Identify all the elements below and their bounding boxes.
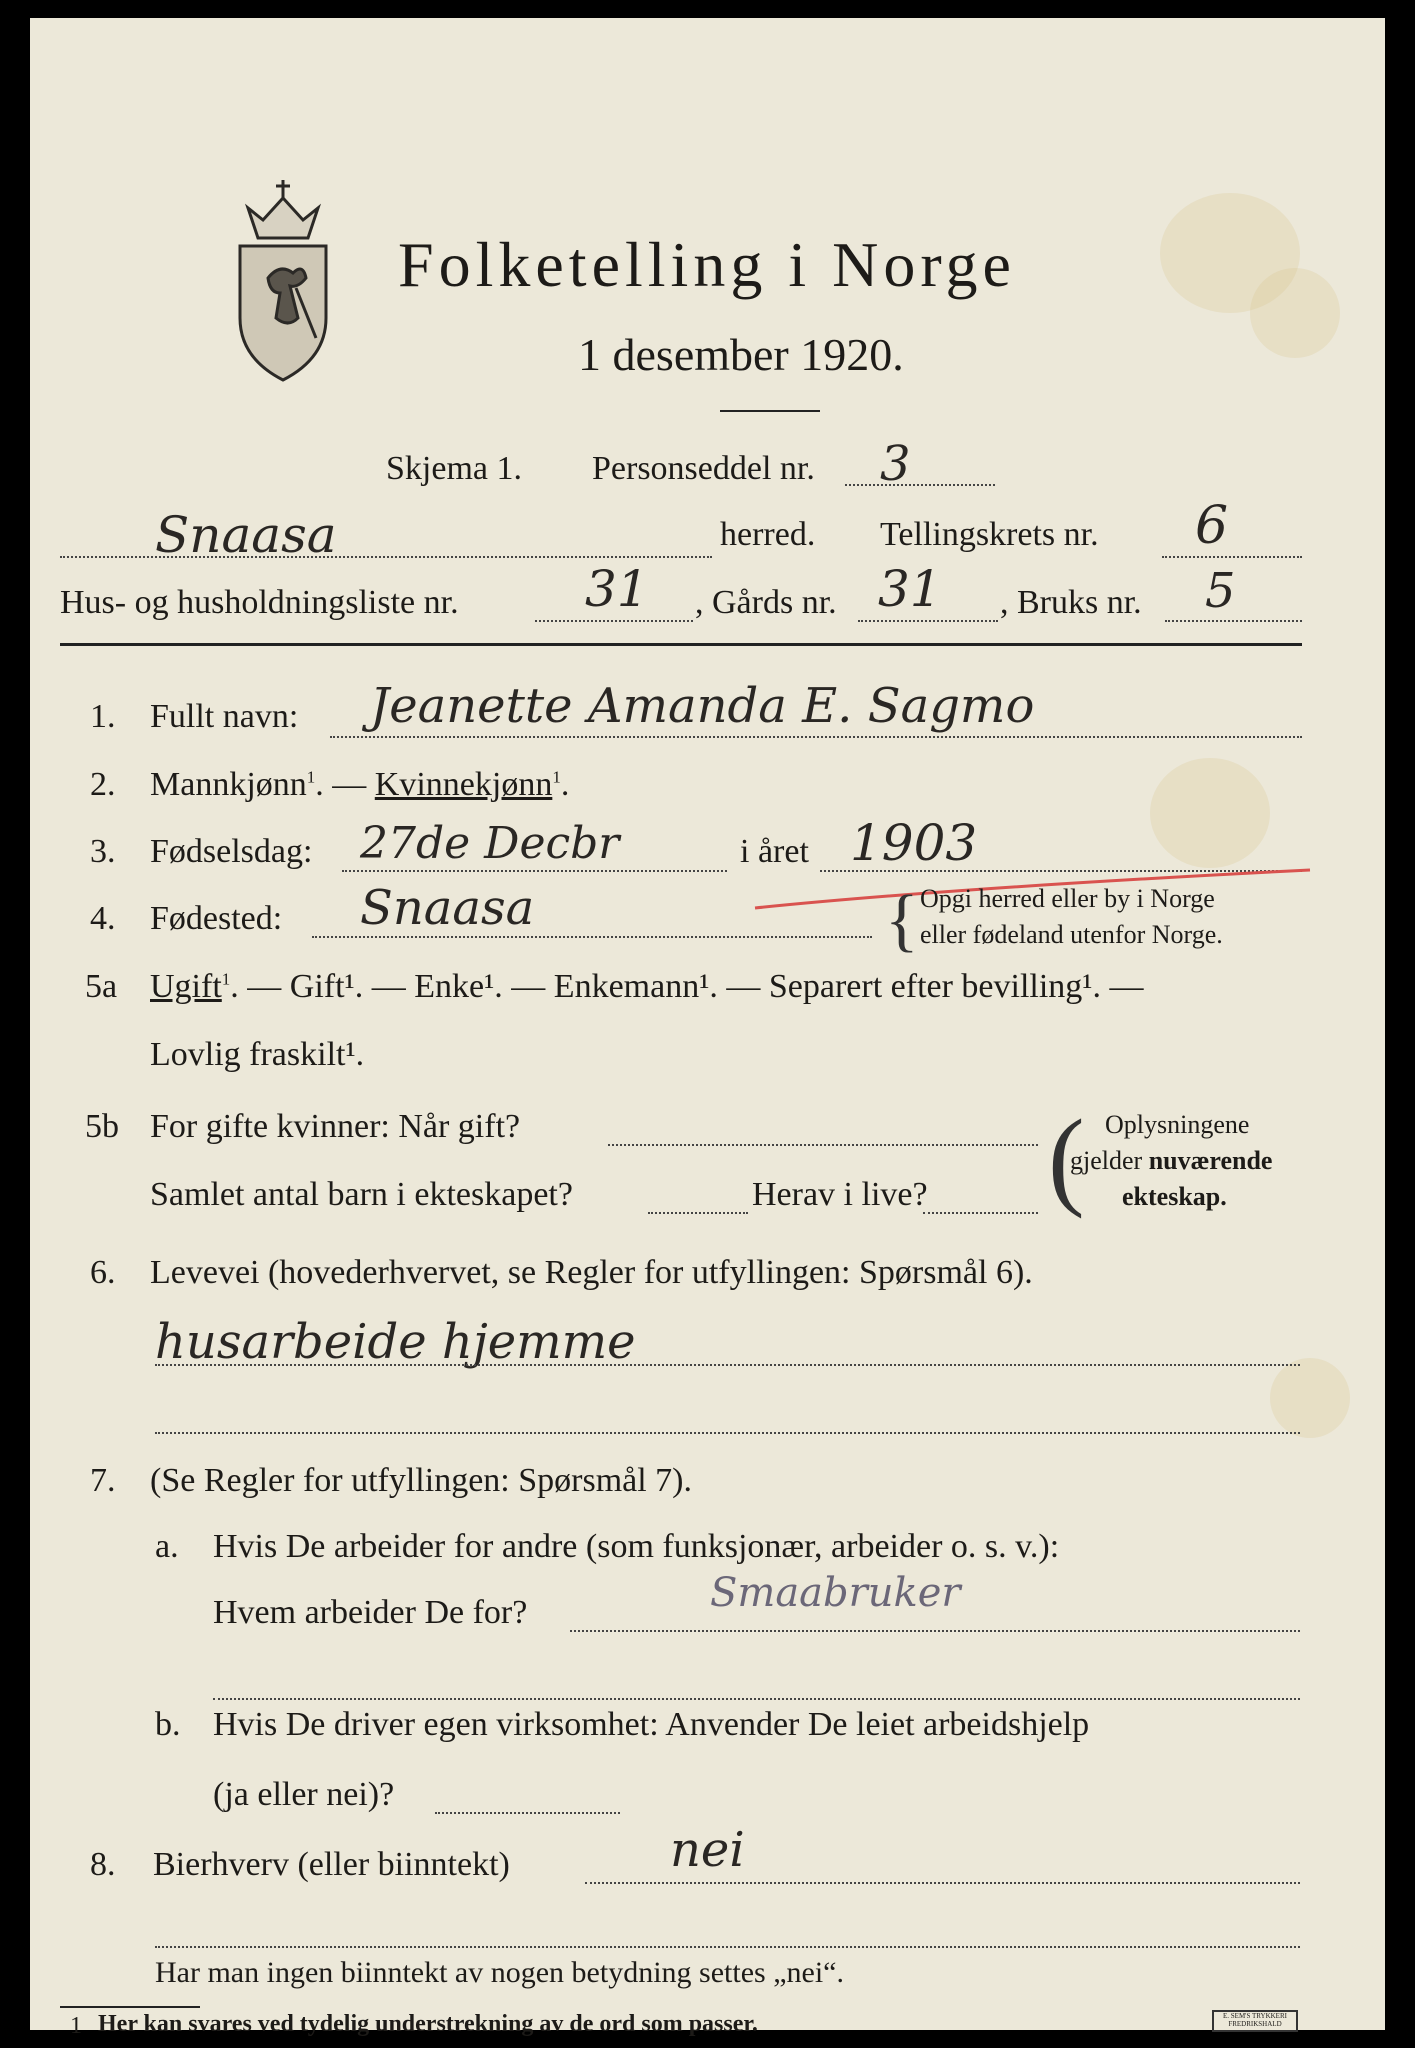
bruks-value: 5	[1205, 563, 1236, 619]
q4-note-line2: eller fødeland utenfor Norge.	[920, 920, 1223, 949]
q2-line: Mannkjønn$^1$. — Kvinnekjønn$^1$.	[150, 766, 570, 803]
q8-number: 8.	[90, 1846, 116, 1883]
q2-separator: . —	[315, 766, 375, 803]
footnote-rule	[60, 2006, 200, 2008]
herred-line	[60, 556, 712, 558]
q7b-answer-line	[435, 1812, 620, 1814]
footnote-number: 1	[70, 2013, 82, 2039]
marital-options: . — Gift¹. — Enke¹. — Enkemann¹. — Separert efter bevilling¹. —	[230, 968, 1144, 1005]
occupation-value: husarbeide hjemme	[155, 1314, 636, 1370]
kvinnekjonn-option: Kvinnekjønn	[374, 766, 553, 803]
q1-label: Fullt navn:	[150, 698, 299, 735]
q7-label: (Se Regler for utfyllingen: Spørsmål 7).	[150, 1462, 693, 1499]
q3-number: 3.	[90, 833, 116, 870]
q7a-line2: Hvem arbeider De for?	[213, 1594, 528, 1631]
q5b-note-line3: ekteskap.	[1122, 1182, 1227, 1211]
q5b-note-line1: Oplysningene	[1105, 1110, 1250, 1139]
q8-line	[585, 1882, 1300, 1884]
norwegian-lion-crest-icon	[228, 168, 338, 383]
q3-line	[342, 870, 727, 872]
side-income-value: nei	[670, 1822, 745, 1878]
q2-number: 2.	[90, 766, 116, 803]
gards-label: , Gårds nr.	[695, 584, 837, 621]
birthplace-value: Snaasa	[360, 880, 535, 936]
tellingskrets-line	[1162, 556, 1302, 558]
herred-label: herred.	[720, 516, 816, 553]
q5b-line2a: Samlet antal barn i ekteskapet?	[150, 1176, 573, 1213]
printer-stamp: E. SEM'S TRYKKERI FREDRIKSHALD	[1212, 2010, 1298, 2032]
q8-extra-line	[155, 1946, 1300, 1948]
naar-gift-line	[608, 1144, 1038, 1146]
year-label: i året	[740, 833, 809, 870]
paper-stain	[1150, 758, 1270, 868]
q5b-number: 5b	[85, 1108, 119, 1145]
lovlig-fraskilt-option: Lovlig fraskilt¹.	[150, 1036, 365, 1073]
q6-line2	[155, 1432, 1300, 1434]
employer-value: Smaabruker	[710, 1570, 961, 1616]
section-rule	[60, 643, 1302, 646]
bruks-line	[1165, 620, 1302, 622]
gards-value: 31	[878, 560, 942, 618]
footer-note: Har man ingen biinntekt av nogen betydning settes „nei“.	[155, 1956, 844, 1989]
hus-label: Hus- og husholdningsliste nr.	[60, 584, 459, 621]
personseddel-value: 3	[880, 436, 911, 492]
paper-stain	[1250, 268, 1340, 358]
form-title: Folketelling i Norge	[398, 229, 1016, 300]
q5a-number: 5a	[85, 968, 118, 1005]
full-name-value: Jeanette Amanda E. Sagmo	[370, 678, 1035, 734]
q7b-line1: Hvis De driver egen virksomhet: Anvender De leiet arbeidshjelp	[213, 1706, 1090, 1743]
q5a-options: Ugift$^1$. — Gift¹. — Enke¹. — Enkemann¹. — Separert efter bevilling¹. —	[150, 968, 1144, 1005]
hus-value: 31	[585, 560, 649, 618]
q6-line1	[155, 1364, 1300, 1366]
birthday-value: 27de Decbr	[360, 818, 620, 869]
q5b-line1: For gifte kvinner: Når gift?	[150, 1108, 521, 1145]
tellingskrets-value: 6	[1195, 496, 1229, 556]
q7a-line1: Hvis De arbeider for andre (som funksjonær, arbeider o. s. v.):	[213, 1528, 1060, 1565]
q5b-brace: (	[1048, 1097, 1085, 1219]
q8-label: Bierhverv (eller biinntekt)	[153, 1846, 510, 1883]
q3-label: Fødselsdag:	[150, 833, 313, 870]
herav-line	[923, 1212, 1038, 1214]
q2-end: .	[560, 766, 570, 803]
paper-stain	[1270, 1358, 1350, 1438]
personseddel-label: Personseddel nr.	[592, 450, 815, 487]
ugift-option: Ugift	[150, 968, 222, 1005]
q7b-letter: b.	[155, 1706, 181, 1743]
personseddel-line	[845, 484, 995, 486]
census-date: 1 desember 1920.	[578, 329, 904, 380]
tellingskrets-label: Tellingskrets nr.	[880, 516, 1099, 553]
q4-label: Fødested:	[150, 900, 283, 937]
herred-value: Snaasa	[155, 506, 337, 564]
q5b-line2b: Herav i live?	[752, 1176, 928, 1213]
q5b-note-line2: gjelder nuværende	[1070, 1146, 1273, 1175]
birth-year-value: 1903	[850, 814, 978, 872]
hus-line	[535, 620, 693, 622]
gards-line	[858, 620, 998, 622]
employer-line	[570, 1630, 1300, 1632]
schema-label: Skjema 1.	[386, 450, 522, 487]
q7b-line2: (ja eller nei)?	[213, 1776, 395, 1813]
q7a-letter: a.	[155, 1528, 179, 1565]
bruks-label: , Bruks nr.	[1000, 584, 1142, 621]
q4-number: 4.	[90, 900, 116, 937]
q6-label: Levevei (hovederhvervet, se Regler for utfyllingen: Spørsmål 6).	[150, 1254, 1033, 1291]
q4-brace: {	[885, 882, 919, 959]
q7-number: 7.	[90, 1462, 116, 1499]
footnote-text: Her kan svares ved tydelig understrekning av de ord som passer.	[98, 2011, 758, 2037]
title-rule	[720, 410, 820, 412]
q4-line	[312, 936, 872, 938]
q1-line	[330, 736, 1302, 738]
mannkjonn-option: Mannkjønn	[150, 766, 307, 803]
q7a-extra-line	[213, 1698, 1300, 1700]
q1-number: 1.	[90, 698, 116, 735]
barn-line	[648, 1212, 748, 1214]
q4-note-line1: Opgi herred eller by i Norge	[920, 884, 1215, 913]
q6-number: 6.	[90, 1254, 116, 1291]
census-form	[30, 18, 1385, 2039]
